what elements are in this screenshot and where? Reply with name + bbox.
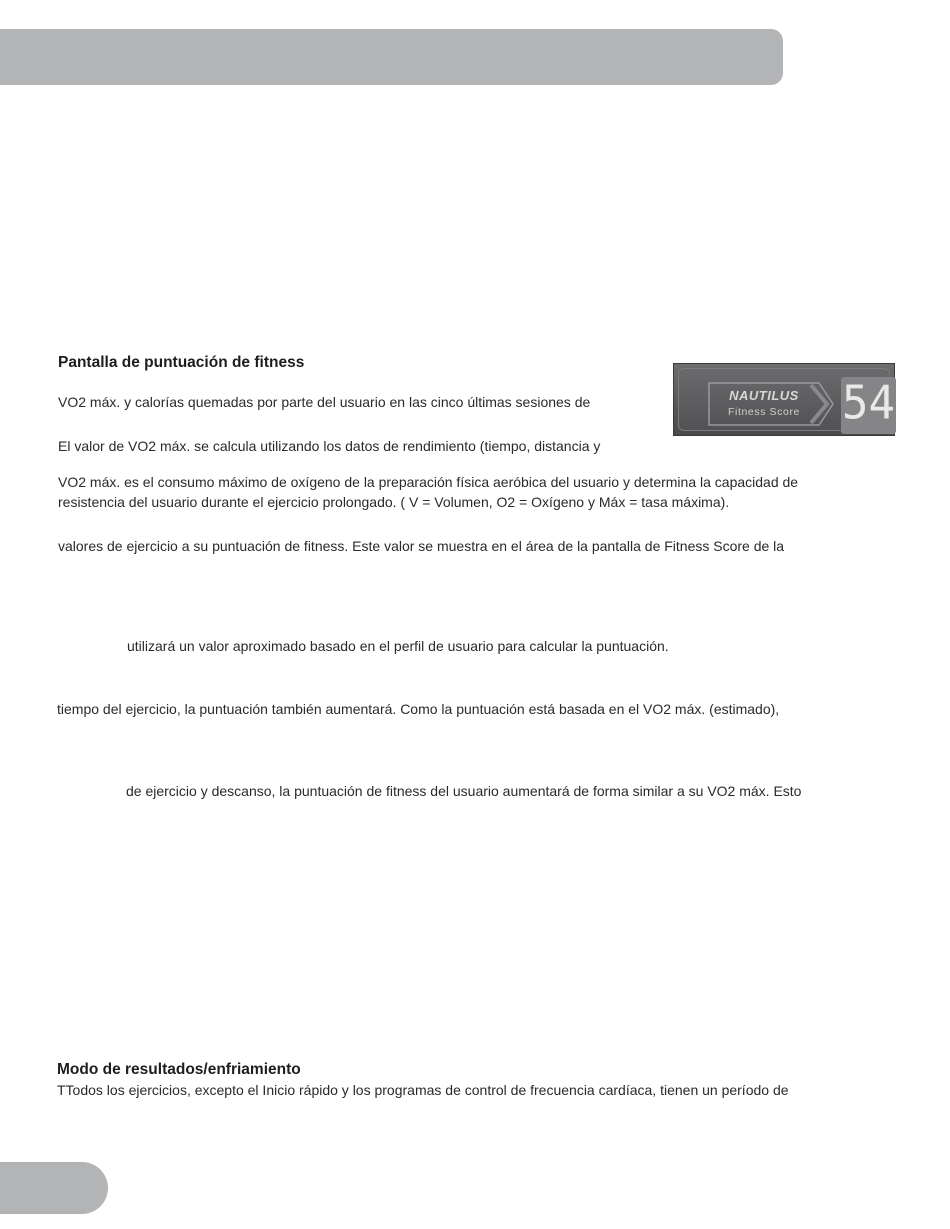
footer-page-tab: [0, 1162, 108, 1214]
paragraph-line: valores de ejercicio a su puntuación de fitness. Este valor se muestra en el área de la pantalla de Fitness Score de la: [58, 538, 785, 554]
paragraph-line: TTodos los ejercicios, excepto el Inicio rápido y los programas de control de frecuencia cardíaca, tienen un período de: [57, 1082, 789, 1098]
header-bar: [0, 29, 783, 85]
paragraph-line: utilizará un valor aproximado basado en el perfil de usuario para calcular la puntuación.: [127, 638, 669, 654]
section-heading-results-cooldown: Modo de resultados/enfriamiento: [57, 1061, 301, 1078]
paragraph-line: tiempo del ejercicio, la puntuación también aumentará. Como la puntuación está basada en el VO2 máx. (estimado),: [57, 701, 780, 717]
paragraph-line: resistencia del usuario durante el ejercicio prolongado. ( V = Volumen, O2 = Oxígeno y Máx = tasa máxima).: [58, 494, 730, 510]
console-panel: [678, 368, 895, 431]
fitness-score-console-image: [673, 363, 895, 436]
paragraph-line: VO2 máx. y calorías quemadas por parte del usuario en las cinco últimas sesiones de: [58, 394, 591, 410]
console-label: Fitness Score: [728, 406, 800, 418]
brand-name: NAUTILUS: [729, 388, 799, 403]
paragraph-line: de ejercicio y descanso, la puntuación de fitness del usuario aumentará de forma similar a su VO2 máx. Esto: [126, 783, 802, 799]
section-heading-fitness-score: Pantalla de puntuación de fitness: [58, 354, 305, 371]
fitness-score-value: 54: [842, 376, 895, 431]
paragraph-line: VO2 máx. es el consumo máximo de oxígeno de la preparación física aeróbica del usuario y determina la capacidad de: [58, 474, 799, 490]
paragraph-line: El valor de VO2 máx. se calcula utilizando los datos de rendimiento (tiempo, distancia y: [58, 438, 601, 454]
